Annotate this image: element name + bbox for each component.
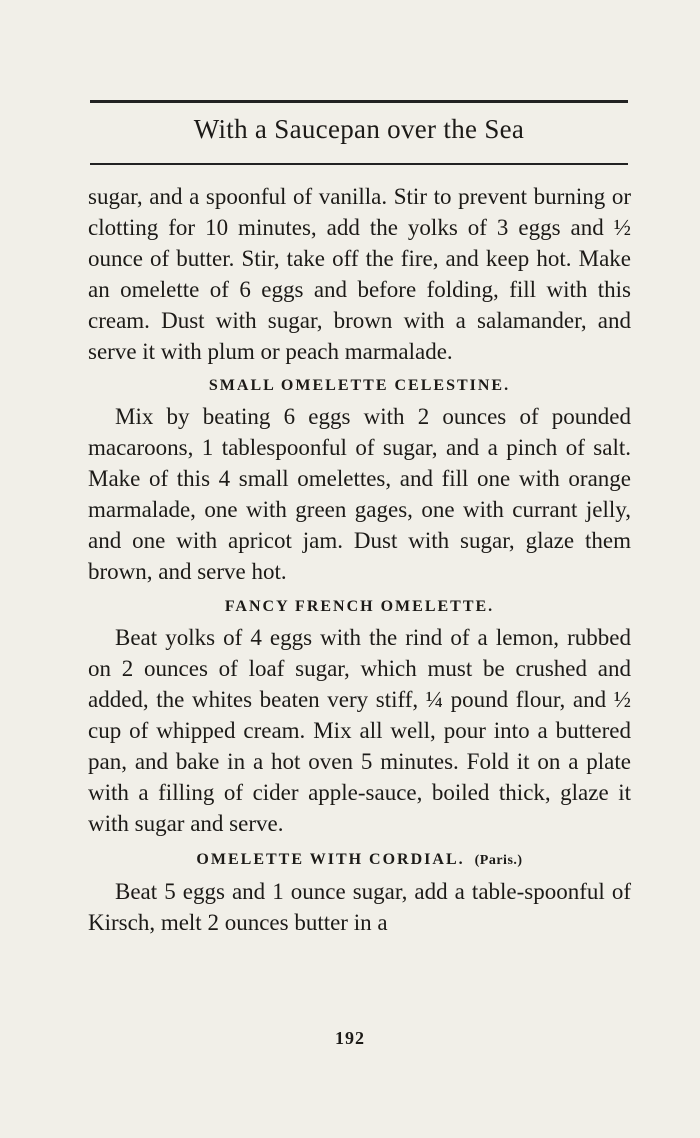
running-title: With a Saucepan over the Sea: [193, 114, 525, 144]
page-body: [88, 181, 631, 938]
recipe-text-fancy-french-omelette: Beat yolks of 4 eggs with the rind of a lemon, rubbed on 2 ounces of loaf sugar, which must be crushed and added, the whites beaten very stiff, ¼ pound flour, and ½ cup of whipped cream. Mix all well, pour into a buttered pan, and bake in a hot oven 5 minutes. Fold it on a plate with a filling of cider apple-sauce, boiled thick, glaze it with sugar and serve.: [88, 625, 631, 836]
recipe-title-text: OMELETTE WITH CORDIAL.: [196, 851, 465, 868]
continued-paragraph: sugar, and a spoonful of vanilla. Stir to prevent burning or clotting for 10 minutes, add the yolks of 3 eggs and ½ ounce of butter. Stir, take off the fire, and keep hot. Make an omelette of 6 eggs and before folding, fill with this cream. Dust with sugar, brown with a salamander, and serve it with plum or peach marmalade.: [88, 184, 631, 364]
recipe-title-small-omelette-celestine: SMALL OMELETTE CELESTINE.: [208, 377, 511, 394]
recipe-title-note: (Paris.): [474, 853, 523, 868]
header-top-rule: [90, 100, 628, 103]
recipe-text-omelette-with-cordial: Beat 5 eggs and 1 ounce sugar, add a table-spoonful of Kirsch, melt 2 ounces butter in a: [88, 879, 631, 935]
recipe-title-omelette-with-cordial: [88, 845, 631, 876]
recipe-title-fancy-french-omelette: FANCY FRENCH OMELETTE.: [224, 598, 495, 615]
header-bottom-rule: [90, 163, 628, 165]
recipe-text-small-omelette-celestine: Mix by beating 6 eggs with 2 ounces of pounded macaroons, 1 tablespoonful of sugar, and a pinch of salt. Make of this 4 small omelettes, and fill one with orange marmalade, one with green gages, one with currant jelly, and one with apricot jam. Dust with sugar, glaze them brown, and serve hot.: [88, 404, 631, 584]
page-number: 192: [335, 1028, 365, 1048]
